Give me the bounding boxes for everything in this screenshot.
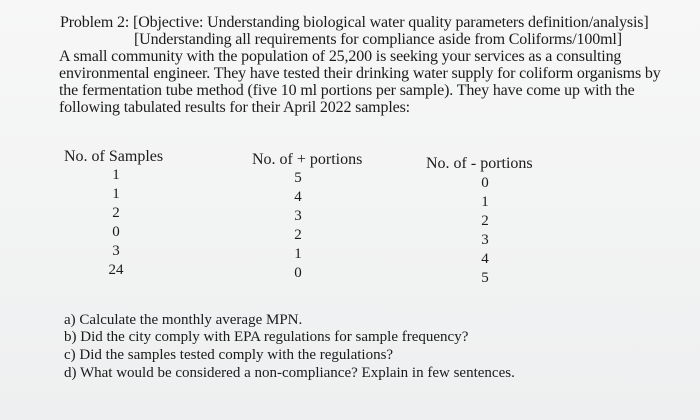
table-cell: 1 [481,194,489,210]
question-b: b) Did the city comply with EPA regulations for sample frequency? [64,329,469,345]
table-cell: 5 [481,270,489,286]
table-cell: 2 [294,227,302,243]
table-cell: 4 [294,189,302,205]
samples-column-header: No. of Samples [64,148,164,165]
table-cell: 3 [112,243,120,259]
table-cell: 0 [481,175,489,191]
table-cell: 24 [108,262,124,278]
table-cell: 4 [481,251,489,267]
question-a: a) Calculate the monthly average MPN. [64,312,303,328]
problem-body-line: following tabulated results for their April 2022 samples: [59,99,410,116]
table-cell: 3 [481,232,489,248]
samples-column [96,166,136,280]
positive-portions-column [280,169,316,283]
table-cell: 1 [294,246,302,262]
table-cell: 1 [112,186,120,202]
table-cell: 2 [112,205,120,221]
negative-portions-column [467,174,503,288]
positive-portions-column-header: No. of + portions [252,151,363,168]
table-cell: 3 [294,208,302,224]
question-c: c) Did the samples tested comply with the regulations? [64,347,394,363]
table-cell: 1 [112,167,120,183]
problem-body-line: A small community with the population of 25,200 is seeking your services as a consulting [59,48,622,65]
problem-subtitle-line: [Understanding all requirements for compliance aside from Coliforms/100ml] [134,31,622,48]
table-cell: 0 [112,224,120,240]
table-cell: 0 [294,265,302,281]
table-cell: 5 [294,170,302,186]
problem-body-line: environmental engineer. They have tested their drinking water supply for coliform organisms by [59,65,661,82]
negative-portions-column-header: No. of - portions [426,155,533,172]
problem-title-line: Problem 2: [Objective: Understanding biological water quality parameters definition/analysis] [60,14,649,31]
problem-body-line: the fermentation tube method (five 10 ml portions per sample). They have come up with the [59,82,635,99]
question-d: d) What would be considered a non-compliance? Explain in few sentences. [64,365,515,381]
table-cell: 2 [481,213,489,229]
